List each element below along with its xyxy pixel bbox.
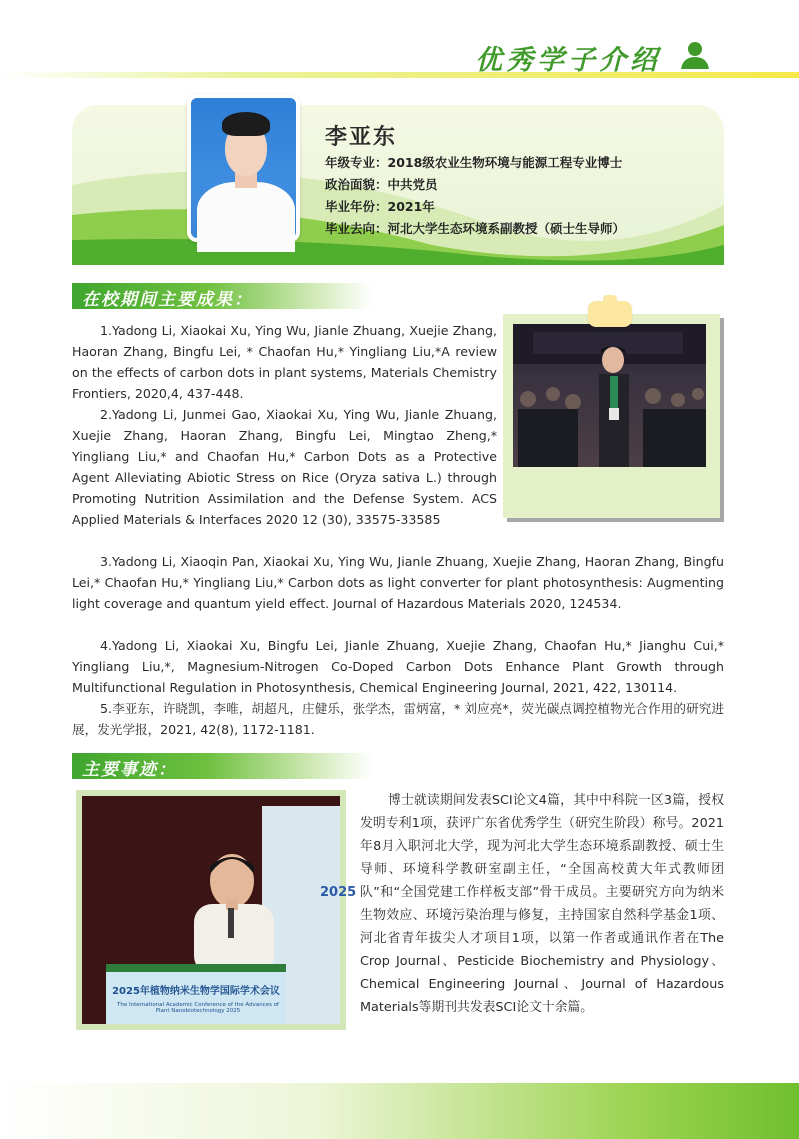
conference-audience-photo: [513, 324, 706, 467]
grade-major: 年级专业：2018级农业生物环境与能源工程专业博士: [325, 155, 623, 170]
photo-clip-decoration: [588, 301, 632, 327]
page-section-title: 优秀学子介绍: [475, 45, 661, 76]
banner-title: 2025年植物纳米生物学国际学术会议: [112, 986, 280, 997]
deeds-text: 博士就读期间发表SCI论文4篇，其中中科院一区3篇，授权发明专利1项，获评广东省优秀学生（研究生阶段）称号。2021年8月入职河北大学，现为河北大学生态环境系副教授、硕士生导师、环境科学教研室副主任，“全国高校黄大年式教师团队”和“全国党建工作样板支部”骨干成员。主要研究方向为纳米生物效应、环境污染治理与修复，主持国家自然科学基金1项、河北省青年拔尖人才项目1项，以第一作者或通讯作者在The Crop Journal、Pesticide Biochemistry and Physiology、Chemical Engineering Journal、Journal of Hazardous Materials等期刊共发表SCI论文十余篇。: [360, 793, 724, 1015]
achievements-heading-bar: [72, 283, 372, 309]
achievement-item: 5.李亚东，许晓凯，李唯，胡超凡，庄健乐，张学杰，雷炳富，* 刘应亮*，荧光碳点调控植物光合作用的研究进展，发光学报，2021, 42(8), 1172-1181.: [72, 701, 724, 737]
achievements-heading: 在校期间主要成果：: [82, 290, 253, 310]
user-icon: [679, 40, 711, 70]
footer-gradient-band: [0, 1083, 799, 1139]
achievement-item: 3.Yadong Li, Xiaoqin Pan, Xiaokai Xu, Ying Wu, Jianle Zhuang, Xuejie Zhang, Haoran Zhang, Bingfu Lei,* Chaofan Hu,* Yingliang Liu,* Carbon dots as light converter for plant photosynthesis: Augmenting light coverage and quantum yield effect. Journal of Hazardous Materials 2020, 124534.: [72, 554, 724, 611]
conference-audience-photo-frame: [507, 318, 724, 522]
speaker-photo-frame: [76, 790, 357, 1030]
political-status: 政治面貌：中共党员: [325, 177, 438, 192]
deeds-heading: 主要事迹：: [82, 760, 177, 780]
deeds-heading-bar: [72, 753, 372, 779]
header-accent-line: [0, 72, 799, 78]
portrait-photo: [187, 94, 300, 242]
speaker-photo: [82, 796, 357, 1024]
achievement-item: 2.Yadong Li, Junmei Gao, Xiaokai Xu, Ying Wu, Jianle Zhuang, Xuejie Zhang, Haoran Zhang, Bingfu Lei, Mingtao Zheng,* Yingliang Liu,* and Chaofan Hu,* Carbon Dots as a Protective Agent Alleviating Abiotic Stress on Rice (Oryza sativa L.) through Promoting Nutrition Assimilation and the Defense System. ACS Applied Materials & Interfaces 2020 12 (30), 33575-33585: [72, 407, 497, 527]
graduation-year: 毕业年份：2021年: [325, 199, 435, 214]
achievement-item: 4.Yadong Li, Xiaokai Xu, Bingfu Lei, Jianle Zhuang, Xuejie Zhang, Chaofan Hu,* Jianghu Cui,* Yingliang Liu,*, Magnesium-Nitrogen Co-Doped Carbon Dots Enhance Plant Growth through Multifunctional Regulation in Photosynthesis, Chemical Engineering Journal, 2021, 422, 130114.: [72, 638, 724, 695]
graduation-destination: 毕业去向：河北大学生态环境系副教授（硕士生导师）: [325, 221, 626, 236]
banner-subtitle: The International Academic Conference of the Advances of Plant Nanobiotechnology 2025: [116, 1002, 279, 1014]
backdrop-text: 2025: [320, 885, 357, 900]
achievement-item: 1.Yadong Li, Xiaokai Xu, Ying Wu, Jianle Zhuang, Xuejie Zhang, Haoran Zhang, Bingfu Lei, * Chaofan Hu,* Yingliang Liu,*A review on the effects of carbon dots in plant systems, Materials Chemistry Frontiers, 2020,4, 437-448.: [72, 323, 497, 401]
student-name: 李亚东: [325, 125, 398, 150]
